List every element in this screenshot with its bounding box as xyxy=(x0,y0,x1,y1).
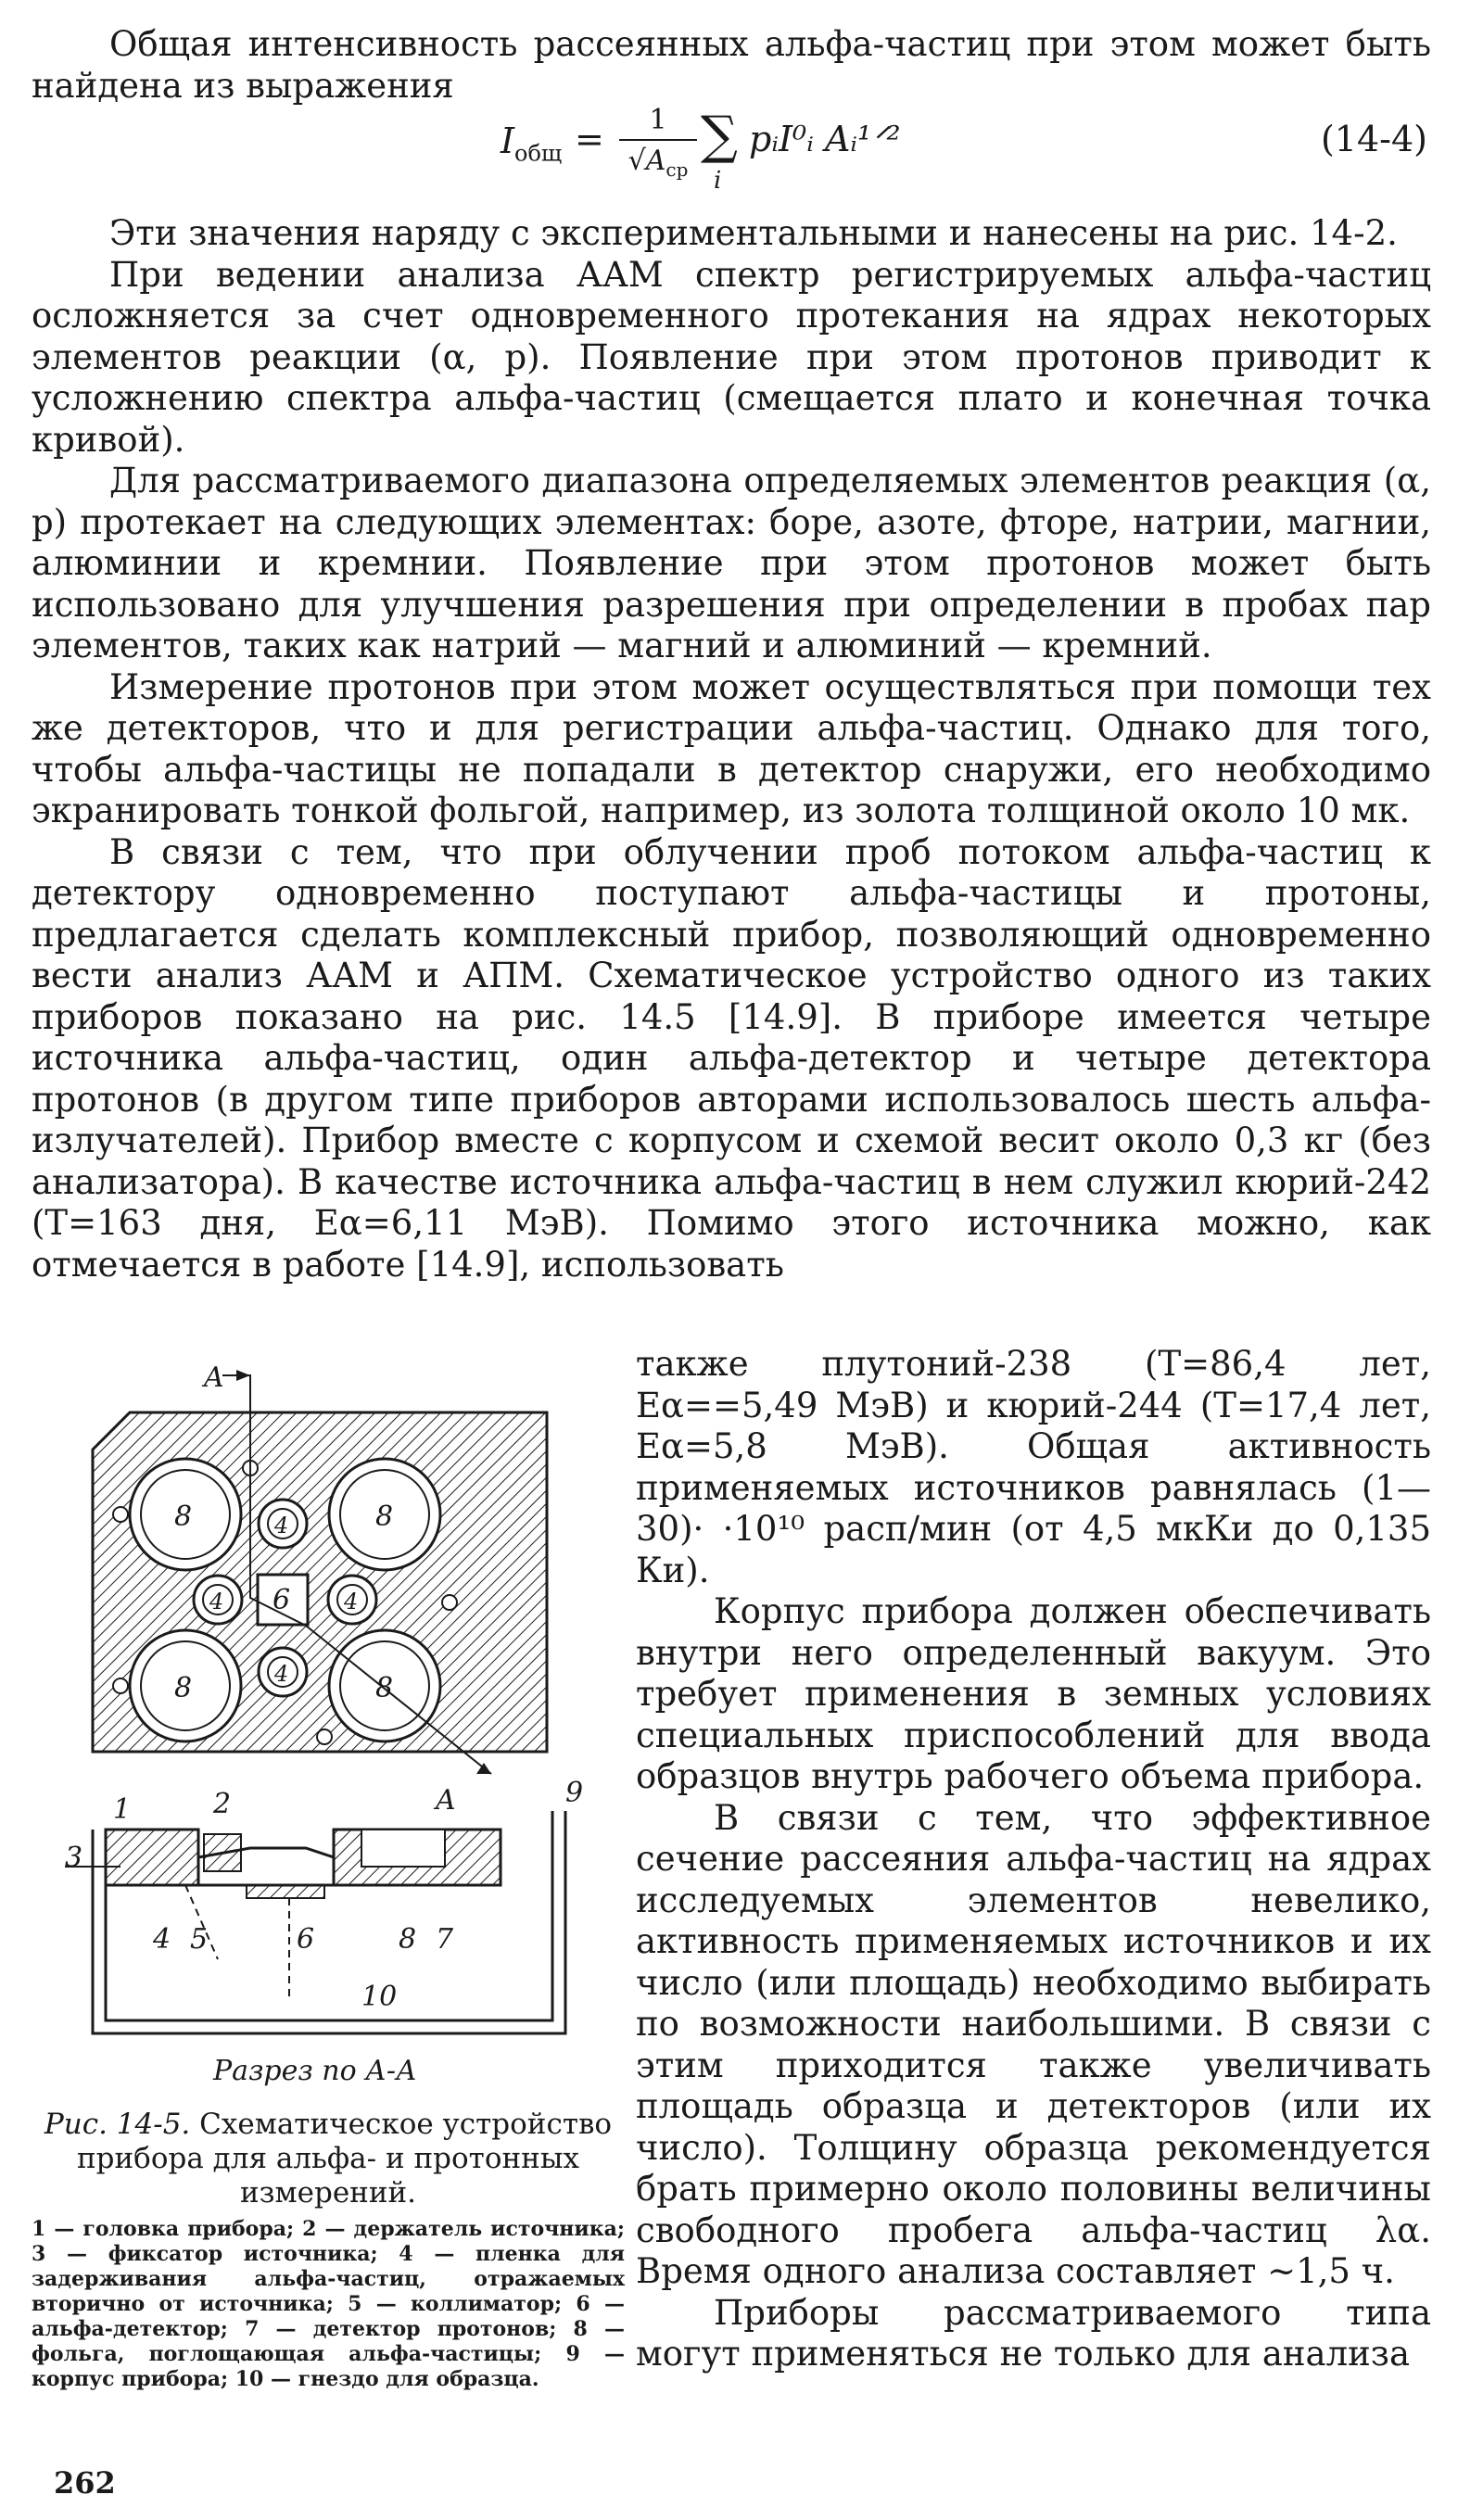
formula-number: (14-4) xyxy=(1320,119,1427,159)
paragraph: В связи с тем, что при облучении проб потоком альфа-частиц к детектору одновременно поступают альфа-частицы и протоны, предлагается сделать комплексный прибор, позволяющий одновременно вести анализ ААМ и АПМ. Схематическое устройство одного из таких приборов показано на рис. 14.5 [14.9]. В приборе имеется четыре источника альфа-частиц, один альфа-детектор и четыре детектора протонов (в другом типе приборов авторами использовалось шесть альфа-излучателей). Прибор вместе с корпусом и схемой весит около 0,3 кг (без анализатора). В качестве источника альфа-частиц в нем служил кюрий-242 (T=163 дня, Eα=6,11 МэВ). Помимо этого источника можно, как отмечается в работе [14.9], использовать xyxy=(32,831,1431,1285)
section-label: Разрез по А-А xyxy=(213,2055,417,2087)
label-4: 4 xyxy=(153,1923,171,1956)
formula-14-4 xyxy=(501,104,1437,206)
label-7: 7 xyxy=(436,1923,454,1956)
right-column-text xyxy=(636,1344,1431,2375)
label-6: 6 xyxy=(273,1584,291,1616)
formula-lhs: $I_{общ}$ xyxy=(501,120,563,167)
label-3: 3 xyxy=(65,1842,83,1874)
label-4: 4 xyxy=(274,1513,289,1539)
top-view xyxy=(93,1366,547,1817)
paragraph: Эти значения наряду с экспериментальными и нанесены на рис. 14-2. xyxy=(109,213,1398,253)
page-number: 262 xyxy=(54,2465,116,2501)
intro-paragraph: Общая интенсивность рассеянных альфа-частиц при этом может быть найдена из выражения xyxy=(32,24,1431,106)
paragraph: Приборы рассматриваемого типа могут применяться не только для анализа xyxy=(636,2292,1431,2374)
formula-sum-symbol: ∑ xyxy=(701,106,738,166)
label-5: 5 xyxy=(190,1923,209,1956)
label-10: 10 xyxy=(361,1981,398,2013)
label-8: 8 xyxy=(399,1923,417,1956)
paragraph: также плутоний-238 (T=86,4 лет, Eα==5,49 МэВ) и кюрий-244 (T=17,4 лет, Eα=5,8 МэВ). Общая активность применяемых источников равнялась (1—30)· ·10¹⁰ расп/мин (от 4,5 мкКи до 0,135 Ки). xyxy=(636,1344,1431,1590)
paragraph: При ведении анализа ААМ спектр регистрируемых альфа-частиц осложняется за счет одновременного протекания на ядрах некоторых элементов реакции (α, p). Появление при этом протонов приводит к усложнению спектра альфа-частиц (смещается плато и конечная точка кривой). xyxy=(32,254,1431,460)
formula-body: pᵢI⁰ᵢ Aᵢ¹ᐟ² xyxy=(749,119,901,159)
figure-legend: 1 — головка прибора; 2 — держатель источника; 3 — фиксатор источника; 4 — пленка для задерживания альфа-частиц, отражаемых вторично от источника; 5 — коллиматор; 6 — альфа-детектор; 7 — детектор протонов; 8 — фольга, поглощающая альфа-частицы; 9 — корпус прибора; 10 — гнездо для образца. xyxy=(32,2217,625,2391)
intro-text xyxy=(32,24,1431,107)
figure-caption xyxy=(32,2108,625,2210)
label-4: 4 xyxy=(274,1661,289,1687)
cross-section xyxy=(65,1777,583,2087)
label-8: 8 xyxy=(375,1501,394,1533)
label-4: 4 xyxy=(209,1589,224,1615)
paragraph: Для рассматриваемого диапазона определяемых элементов реакция (α, p) протекает на следующих элементах: боре, азоте, фторе, натрии, магнии, алюминии и кремнии. Появление при этом протонов может быть использовано для улучшения разрешения при определении в пробах пар элементов, таких как натрий — магний и алюминий — кремний. xyxy=(32,461,1431,665)
figure-number: Рис. 14-5. xyxy=(44,2108,191,2141)
paragraph: В связи с тем, что эффективное сечение рассеяния альфа-частиц на ядрах исследуемых элементов невелико, активность применяемых источников и их число (или площадь) необходимо выбирать по возможности наибольшими. В связи с этим приходится также увеличивать площадь образца и детекторов (или их число). Толщину образца рекомендуется брать примерно около половины величины свободного пробега альфа-частиц λα. Время одного анализа составляет ~1,5 ч. xyxy=(636,1797,1431,2291)
label-9: 9 xyxy=(565,1777,584,1809)
paragraph: Корпус прибора должен обеспечивать внутри него определенный вакуум. Это требует применения в земных условиях специальных приспособлений для ввода образцов внутрь рабочего объема прибора. xyxy=(636,1591,1431,1796)
formula-fraction xyxy=(619,104,697,188)
device-schematic xyxy=(28,1366,621,2098)
label-8: 8 xyxy=(174,1672,193,1704)
paragraph: Измерение протонов при этом может осуществляться при помощи тех же детекторов, что и для регистрации альфа-частиц. Однако для того, чтобы альфа-частицы не попадали в детектор снаружи, его необходимо экранировать тонкой фольгой, например, из золота толщиной около 10 мк. xyxy=(32,666,1431,830)
figure-title: Схематическое устройство прибора для альфа- и протонных измерений. xyxy=(77,2108,613,2210)
label-a-right: A xyxy=(436,1784,456,1817)
formula-sum-index: i xyxy=(714,167,722,195)
main-text xyxy=(32,213,1431,1285)
label-a-top: A xyxy=(204,1366,224,1394)
formula-denominator: $√A_{ср}$ xyxy=(627,145,689,181)
formula-equals: = xyxy=(575,119,604,159)
formula-numerator: 1 xyxy=(649,104,667,136)
alpha-detector-section xyxy=(247,1885,324,1898)
label-1: 1 xyxy=(113,1793,132,1826)
label-6: 6 xyxy=(297,1923,315,1956)
label-8: 8 xyxy=(174,1501,193,1533)
label-8: 8 xyxy=(375,1672,394,1704)
label-4: 4 xyxy=(344,1589,359,1615)
label-2: 2 xyxy=(213,1788,232,1820)
